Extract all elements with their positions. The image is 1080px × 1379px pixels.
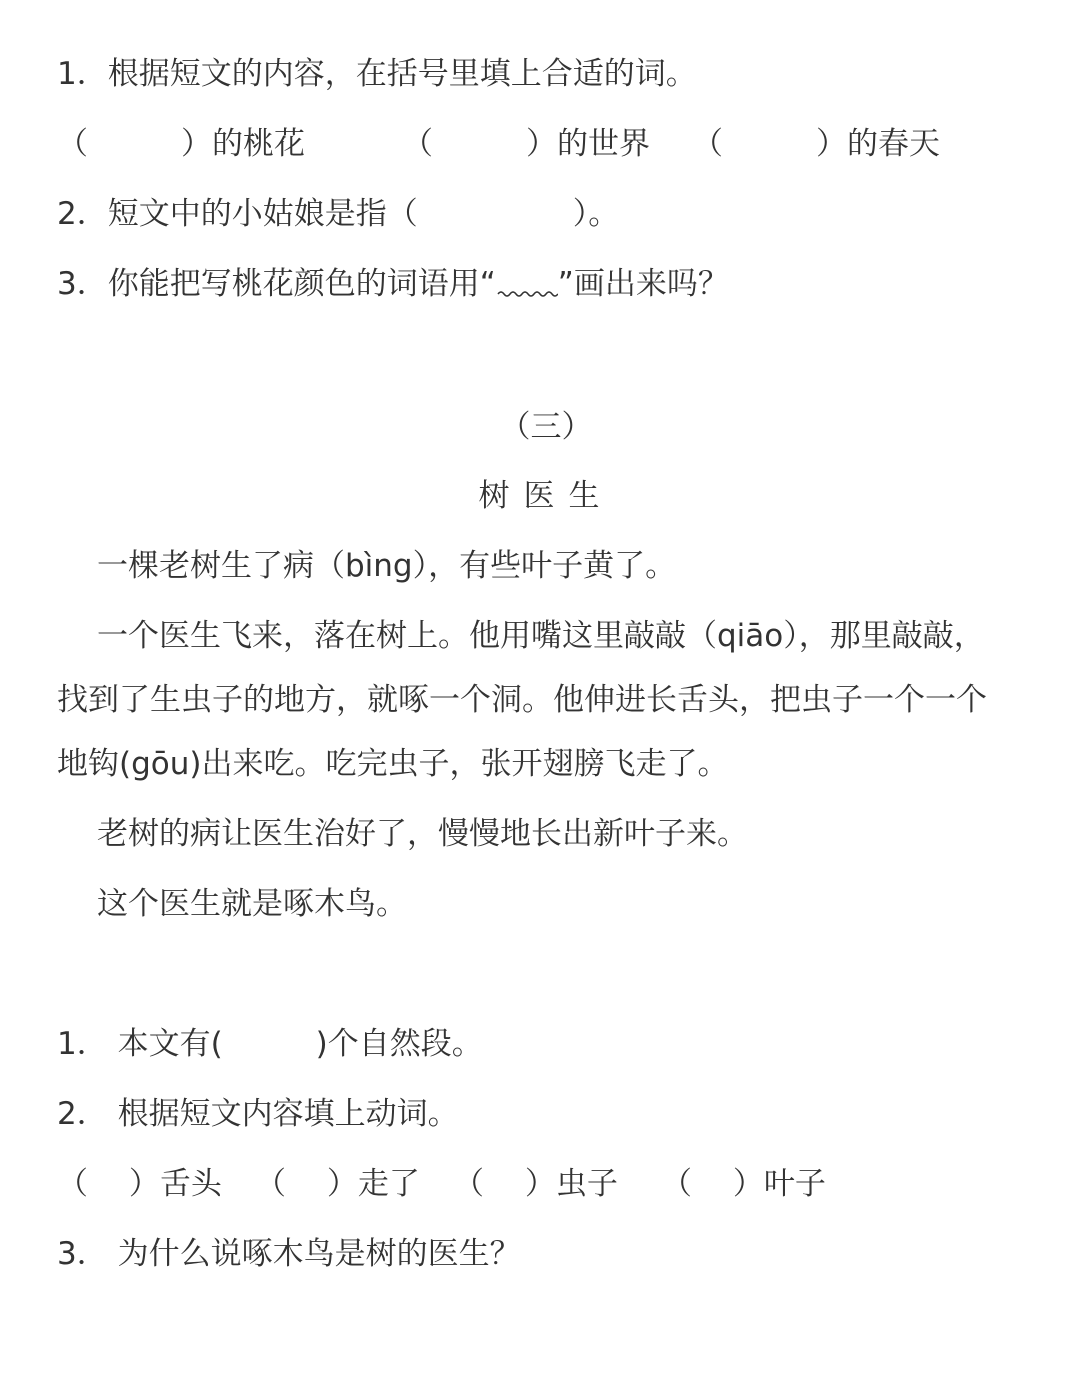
question-1-blanks [57, 124, 1057, 164]
blank-insects: （ ）虫子 [453, 1166, 618, 1202]
passage-paragraph-4: 这个医生就是啄木鸟。 [97, 886, 407, 922]
blank-flew-away: （ ）走了 [255, 1166, 420, 1202]
question-3-2-blanks [57, 1164, 1057, 1204]
blank-spring: （ ）的春天 [692, 126, 940, 162]
question-3-1: 1． 本文有( )个自然段。 [57, 1026, 483, 1062]
question-3-text-before: 3．你能把写桃花颜色的词语用“ [57, 266, 496, 302]
passage-paragraph-2-line-2: 找到了生虫子的地方，就啄一个洞。他伸进长舌头，把虫子一个一个 [57, 682, 987, 718]
question-1: 1．根据短文的内容，在括号里填上合适的词。 [57, 56, 697, 92]
question-2: 2．短文中的小姑娘是指（ ）。 [57, 196, 620, 232]
passage-paragraph-3: 老树的病让医生治好了，慢慢地长出新叶子来。 [97, 816, 748, 852]
question-3-text-after: ”画出来吗？ [557, 266, 729, 302]
passage-paragraph-2-line-1: 一个医生飞来，落在树上。他用嘴这里敲敲（qiāo），那里敲敲， [97, 618, 985, 654]
question-3-2: 2． 根据短文内容填上动词。 [57, 1096, 459, 1132]
passage-paragraph-2-line-3: 地钩(gōu)出来吃。吃完虫子，张开翅膀飞走了。 [57, 746, 729, 782]
blank-leaves: （ ）叶子 [661, 1166, 826, 1202]
wavy-underline-icon [496, 286, 558, 300]
blank-world: （ ）的世界 [402, 126, 650, 162]
section-number: （三） [499, 409, 593, 445]
question-3 [57, 264, 729, 304]
passage-paragraph-1: 一棵老树生了病（bìng），有些叶子黄了。 [97, 548, 677, 584]
blank-peach-blossom: （ ）的桃花 [57, 126, 305, 162]
blank-tongue: （ ）舌头 [57, 1166, 222, 1202]
question-3-3: 3． 为什么说啄木鸟是树的医生？ [57, 1236, 521, 1272]
passage-title: 树医生 [478, 478, 614, 514]
